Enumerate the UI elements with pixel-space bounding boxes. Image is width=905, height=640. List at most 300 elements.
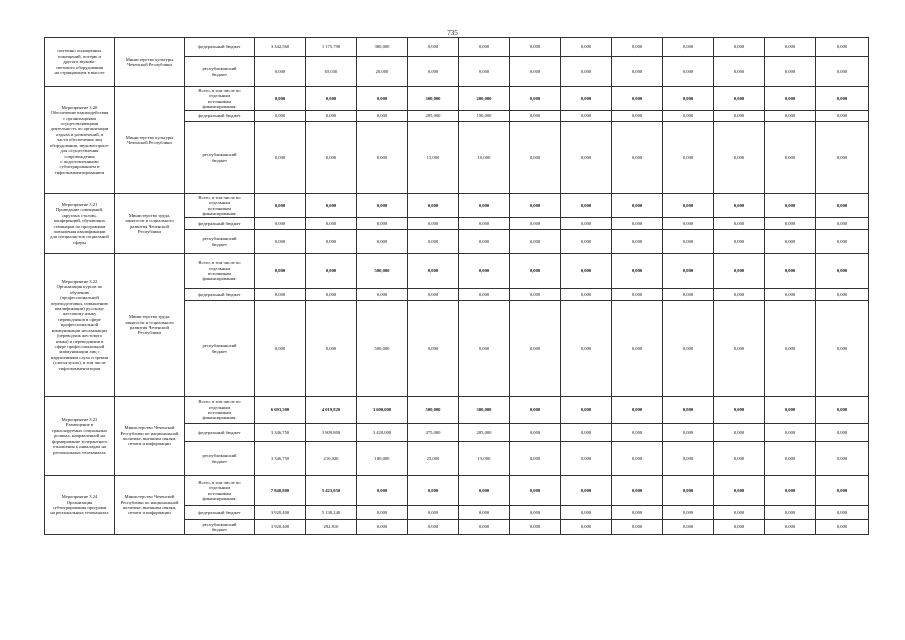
value-cell: 7 840,800: [255, 476, 306, 506]
measure-line: Проведение совещаний,: [55, 207, 104, 213]
value-cell: 0,000: [714, 442, 765, 476]
value-cell: 0,000: [714, 122, 765, 194]
value-cell: 3 920,400: [255, 506, 306, 520]
value-cell: 0,000: [816, 289, 869, 301]
measure-line: повышения квалификации: [53, 228, 106, 234]
value-cell: 300,000: [459, 397, 510, 424]
value-cell: 0,000: [357, 520, 408, 535]
value-cell: 0,000: [306, 122, 357, 194]
value-cell: 0,000: [765, 87, 816, 111]
value-cell: 210,020: [306, 442, 357, 476]
value-cell: 0,000: [816, 230, 869, 254]
value-cell: 10,000: [459, 122, 510, 194]
executor-line: Республики по национальной: [120, 430, 179, 436]
value-cell: 25,000: [408, 442, 459, 476]
measure-line: жестовому языку: [62, 311, 97, 317]
value-cell: 0,000: [357, 122, 408, 194]
value-cell: 0,000: [663, 476, 714, 506]
measure-cell: [45, 38, 115, 87]
value-cell: 0,000: [255, 218, 306, 230]
source-line: бюджет: [211, 527, 228, 532]
value-cell: 0,000: [408, 230, 459, 254]
value-cell: 0,000: [255, 194, 306, 218]
value-cell: 0,000: [714, 194, 765, 218]
value-cell: 0,000: [663, 397, 714, 424]
table-row: [45, 254, 869, 289]
value-cell: 0,000: [510, 289, 561, 301]
value-cell: 0,000: [765, 57, 816, 87]
measure-line: Размещение в: [65, 422, 94, 428]
executor-line: Чеченской Республики: [127, 140, 172, 145]
measure-line: Обеспечение взаимодействия: [50, 110, 109, 116]
measure-line: части обеспечения лиц: [57, 137, 102, 143]
value-cell: 0,000: [612, 424, 663, 442]
source-cell: [185, 111, 255, 122]
measure-line: коммуникации лиц с: [59, 349, 100, 355]
source-line: Всего, в том числе по: [198, 194, 241, 200]
measure-line: субтитрированием и: [59, 164, 100, 170]
value-cell: 0,000: [612, 397, 663, 424]
value-cell: 0,000: [510, 442, 561, 476]
value-cell: 0,000: [459, 38, 510, 57]
source-line: финансирования:: [202, 210, 237, 216]
value-cell: 0,000: [561, 520, 612, 535]
executor-cell: [115, 476, 185, 535]
value-cell: 0,000: [255, 111, 306, 122]
measure-line: Организация курсов по: [56, 284, 103, 290]
source-line: федеральный бюджет: [198, 291, 241, 297]
executor-cell: [115, 254, 185, 397]
value-cell: 0,000: [510, 57, 561, 87]
source-line: федеральный бюджет: [198, 220, 241, 226]
measure-line: деятельность по организации: [50, 126, 109, 132]
value-cell: 0,000: [765, 476, 816, 506]
value-cell: 0,000: [714, 218, 765, 230]
value-cell: 0,000: [765, 111, 816, 122]
measure-cell: [45, 397, 115, 476]
value-cell: 0,000: [663, 38, 714, 57]
value-cell: 285,000: [459, 424, 510, 442]
executor-line: Министерство труда,: [128, 212, 171, 218]
source-line: отдельным: [208, 485, 231, 491]
value-cell: 0,000: [510, 254, 561, 289]
executor-line: Министерство Чеченской: [124, 494, 175, 500]
value-cell: 0,000: [561, 38, 612, 57]
value-cell: 0,000: [306, 254, 357, 289]
value-cell: 0,000: [408, 254, 459, 289]
value-cell: 3 346,750: [255, 424, 306, 442]
value-cell: 0,000: [255, 301, 306, 397]
value-cell: 0,000: [459, 194, 510, 218]
value-cell: 0,000: [816, 218, 869, 230]
value-cell: 0,000: [612, 520, 663, 535]
value-cell: 0,000: [306, 289, 357, 301]
value-cell: 0,000: [663, 520, 714, 535]
value-cell: 0,000: [612, 87, 663, 111]
value-cell: 0,000: [612, 57, 663, 87]
value-cell: 0,000: [663, 506, 714, 520]
value-cell: 0,000: [357, 111, 408, 122]
value-cell: 0,000: [663, 218, 714, 230]
value-cell: 0,000: [714, 397, 765, 424]
source-line: источникам: [208, 205, 231, 211]
value-cell: 0,000: [459, 506, 510, 520]
source-line: источникам: [208, 98, 231, 104]
value-cell: 0,000: [816, 506, 869, 520]
value-cell: 3 809,800: [306, 424, 357, 442]
source-line: финансирования:: [202, 276, 237, 282]
measure-line: конференций, обучающих: [53, 218, 106, 224]
value-cell: 0,000: [510, 87, 561, 111]
value-cell: 0,000: [816, 254, 869, 289]
measure-line: переводчиков в сфере: [58, 316, 101, 322]
source-cell: [185, 87, 255, 111]
source-line: Всего, в том числе по: [198, 399, 241, 405]
measure-cell: [45, 476, 115, 535]
source-cell: [185, 442, 255, 476]
value-cell: 20,000: [357, 57, 408, 87]
value-cell: 0,000: [816, 57, 869, 87]
value-cell: 0,000: [612, 289, 663, 301]
value-cell: 500,000: [408, 397, 459, 424]
value-cell: 1 175,790: [306, 38, 357, 57]
value-cell: 300,000: [408, 87, 459, 111]
source-line: источникам: [208, 490, 231, 496]
value-cell: 0,000: [357, 230, 408, 254]
value-cell: 0,000: [561, 397, 612, 424]
value-cell: 0,000: [561, 218, 612, 230]
value-cell: 0,000: [612, 442, 663, 476]
value-cell: 0,000: [663, 87, 714, 111]
source-line: отдельным: [208, 404, 231, 410]
value-cell: 0,000: [765, 442, 816, 476]
measure-line: светового оборудования: [55, 64, 104, 70]
value-cell: 0,000: [561, 301, 612, 397]
value-cell: 285,000: [408, 111, 459, 122]
value-cell: 0,000: [714, 301, 765, 397]
value-cell: 65,030: [306, 57, 357, 87]
table-row: [45, 38, 869, 57]
measure-line: профессиональной: [60, 322, 99, 328]
source-cell: [185, 520, 255, 535]
value-cell: 0,000: [612, 506, 663, 520]
value-cell: 0,000: [357, 87, 408, 111]
source-cell: [185, 254, 255, 289]
value-cell: 0,000: [663, 57, 714, 87]
measure-line: Организация: [66, 499, 93, 505]
source-line: республиканский: [202, 343, 237, 349]
value-cell: 0,000: [714, 254, 765, 289]
value-cell: 0,000: [663, 111, 714, 122]
value-cell: 0,000: [306, 301, 357, 397]
value-cell: 0,000: [306, 194, 357, 218]
value-cell: 0,000: [510, 397, 561, 424]
source-line: бюджет: [211, 241, 228, 247]
value-cell: 0,000: [612, 111, 663, 122]
measure-line: Мероприятие 3.23: [61, 417, 98, 423]
value-cell: 0,000: [255, 254, 306, 289]
value-cell: 0,000: [714, 520, 765, 535]
value-cell: 0,000: [663, 122, 714, 194]
measure-line: роликах, направленной на: [53, 433, 106, 439]
value-cell: 0,000: [663, 230, 714, 254]
value-cell: 0,000: [816, 122, 869, 194]
value-cell: 0,000: [612, 301, 663, 397]
measure-line: оборудования, звуковоспроиз-: [49, 142, 110, 148]
value-cell: 0,000: [306, 111, 357, 122]
value-cell: 0,000: [561, 424, 612, 442]
value-cell: 0,000: [459, 57, 510, 87]
value-cell: 0,000: [816, 301, 869, 397]
value-cell: 0,000: [765, 194, 816, 218]
source-cell: [185, 230, 255, 254]
value-cell: 0,000: [357, 506, 408, 520]
measure-line: Мероприятие 3.21: [61, 201, 98, 207]
value-cell: 0,000: [612, 122, 663, 194]
measure-line: Мероприятие 3.20: [61, 104, 98, 110]
executor-line: Республики по национальной: [120, 499, 179, 505]
value-cell: 5 423,050: [306, 476, 357, 506]
measure-line: Мероприятие 3.22: [61, 279, 98, 285]
executor-line: Республики: [137, 330, 162, 336]
value-cell: 0,000: [459, 301, 510, 397]
value-cell: 0,000: [408, 476, 459, 506]
source-cell: [185, 476, 255, 506]
value-cell: 0,000: [510, 122, 561, 194]
source-cell: [185, 424, 255, 442]
value-cell: 0,000: [459, 520, 510, 535]
source-line: отдельным: [208, 265, 231, 271]
value-cell: 3 600,000: [357, 397, 408, 424]
measure-line: для специалистов социальной: [50, 234, 109, 240]
source-cell: [185, 289, 255, 301]
executor-line: печати и информации: [128, 441, 171, 447]
source-line: Всего, в том числе по: [198, 87, 241, 93]
value-cell: 0,000: [459, 218, 510, 230]
value-cell: 0,000: [510, 111, 561, 122]
value-cell: 0,000: [306, 230, 357, 254]
value-cell: 0,000: [816, 111, 869, 122]
value-cell: 0,000: [408, 520, 459, 535]
value-cell: 0,000: [306, 218, 357, 230]
table-row: [45, 476, 869, 506]
value-cell: 0,000: [765, 520, 816, 535]
measure-line: квалификации) русскому: [55, 306, 104, 312]
value-cell: 0,000: [663, 424, 714, 442]
source-line: источникам: [208, 410, 231, 415]
value-cell: 0,000: [714, 111, 765, 122]
source-line: Всего, в том числе по: [198, 479, 241, 485]
source-cell: [185, 506, 255, 520]
measure-line: тифлокомментаторов: [58, 365, 101, 371]
source-line: республиканский: [202, 521, 237, 527]
value-cell: 0,000: [816, 476, 869, 506]
value-cell: 0,000: [663, 289, 714, 301]
source-line: федеральный бюджет: [198, 509, 241, 515]
source-cell: [185, 194, 255, 218]
measure-line: с организациями: [63, 115, 96, 121]
value-cell: 0,000: [255, 87, 306, 111]
value-cell: 4 019,820: [306, 397, 357, 424]
executor-line: развития Чеченской: [129, 325, 169, 330]
value-cell: 0,000: [408, 506, 459, 520]
measure-cell: [45, 194, 115, 254]
source-line: республиканский: [202, 453, 237, 459]
value-cell: 0,000: [765, 122, 816, 194]
value-cell: 0,000: [816, 194, 869, 218]
measure-line: «круглых столов»,: [61, 212, 98, 218]
measure-line: формирование толерантного: [51, 438, 108, 444]
value-cell: 0,000: [714, 424, 765, 442]
value-cell: 0,000: [765, 424, 816, 442]
measure-line: транслируемых социальных: [51, 427, 108, 433]
value-cell: 3 920,400: [255, 520, 306, 535]
measure-line: другого звуково-: [63, 59, 96, 65]
measure-line: на стрищающем в высоте: [54, 70, 105, 76]
source-line: республиканский: [202, 66, 237, 72]
value-cell: 475,000: [408, 424, 459, 442]
value-cell: 0,000: [714, 476, 765, 506]
value-cell: 0,000: [765, 38, 816, 57]
measure-cell: [45, 254, 115, 397]
table-row: [45, 87, 869, 111]
value-cell: 0,000: [663, 194, 714, 218]
value-cell: 3 346,750: [255, 442, 306, 476]
executor-line: Министерство Чеченской: [124, 425, 175, 431]
measure-line: (профессиональной: [60, 295, 99, 301]
value-cell: 0,000: [255, 289, 306, 301]
source-line: бюджет: [211, 348, 228, 354]
measure-line: Мероприятие 3.24: [61, 494, 98, 500]
measure-line: отдыха и развлечений, в: [55, 131, 104, 137]
measure-line: (переводчик жестового: [56, 333, 103, 339]
value-cell: 0,000: [459, 289, 510, 301]
value-cell: 0,000: [510, 38, 561, 57]
executor-line: Министерство культуры: [125, 56, 174, 62]
value-cell: 0,000: [612, 476, 663, 506]
table-row: [45, 194, 869, 218]
source-line: отдельным: [208, 93, 231, 99]
source-line: финансирования:: [202, 415, 237, 421]
value-cell: 0,000: [510, 194, 561, 218]
source-cell: [185, 218, 255, 230]
value-cell: 0,000: [714, 506, 765, 520]
source-line: федеральный бюджет: [198, 113, 241, 119]
value-cell: 0,000: [408, 289, 459, 301]
value-cell: 0,000: [510, 301, 561, 397]
value-cell: 15,000: [408, 122, 459, 194]
source-cell: [185, 122, 255, 194]
measure-cell: [45, 87, 115, 194]
value-cell: 0,000: [765, 289, 816, 301]
value-cell: 0,000: [663, 301, 714, 397]
value-cell: 0,000: [663, 254, 714, 289]
value-cell: 0,000: [459, 476, 510, 506]
source-line: федеральный бюджет: [198, 429, 241, 435]
executor-line: Министерство труда,: [128, 314, 171, 320]
value-cell: 380,000: [357, 38, 408, 57]
value-cell: 0,000: [255, 230, 306, 254]
value-cell: 0,000: [612, 254, 663, 289]
value-cell: 0,000: [561, 254, 612, 289]
value-cell: 0,000: [612, 230, 663, 254]
source-line: бюджет: [211, 458, 228, 464]
executor-cell: [115, 87, 185, 194]
value-cell: 3 420,000: [357, 424, 408, 442]
value-cell: 0,000: [510, 218, 561, 230]
executor-line: политике, внешним связям,: [122, 436, 177, 441]
value-cell: 0,000: [561, 289, 612, 301]
value-cell: 0,000: [459, 230, 510, 254]
value-cell: 0,000: [816, 38, 869, 57]
executor-line: развития Чеченской: [129, 223, 169, 229]
value-cell: 0,000: [714, 87, 765, 111]
measure-line: помещений, потерю и: [58, 53, 101, 59]
value-cell: 0,000: [561, 506, 612, 520]
measure-line: языка) и переводчиков в: [55, 338, 104, 344]
value-cell: 0,000: [306, 87, 357, 111]
value-cell: 0,000: [714, 57, 765, 87]
measure-line: тифлокомментированием: [54, 169, 105, 175]
value-cell: 500,000: [357, 254, 408, 289]
source-line: республиканский: [202, 152, 237, 158]
measure-line: нарушениями слуха и зрения: [51, 354, 108, 360]
value-cell: 0,000: [408, 301, 459, 397]
executor-line: политике, внешним связям,: [122, 505, 177, 510]
value-cell: 0,000: [561, 57, 612, 87]
value-cell: 0,000: [408, 57, 459, 87]
value-cell: 0,000: [714, 230, 765, 254]
value-cell: 0,000: [459, 254, 510, 289]
value-cell: 6 693,500: [255, 397, 306, 424]
value-cell: 0,000: [357, 476, 408, 506]
value-cell: 0,000: [612, 218, 663, 230]
source-line: бюджет: [211, 157, 228, 163]
executor-line: Министерство культуры: [125, 134, 174, 140]
measure-line: сфере профессиональной: [54, 343, 105, 349]
budget-table: [44, 37, 869, 535]
measure-line: региональных телеканалах: [53, 449, 106, 455]
value-cell: 0,000: [612, 194, 663, 218]
value-cell: 0,000: [816, 397, 869, 424]
value-cell: 0,000: [561, 87, 612, 111]
value-cell: 500,000: [357, 301, 408, 397]
value-cell: 0,000: [561, 194, 612, 218]
value-cell: 0,000: [663, 442, 714, 476]
value-cell: 0,000: [255, 122, 306, 194]
value-cell: 0,000: [510, 520, 561, 535]
measure-line: осуществляющими: [60, 121, 99, 127]
value-cell: 0,000: [561, 122, 612, 194]
value-cell: 0,000: [561, 476, 612, 506]
source-cell: [185, 301, 255, 397]
executor-line: занятости и социального: [125, 319, 174, 325]
value-cell: 0,000: [357, 289, 408, 301]
source-cell: [185, 57, 255, 87]
value-cell: 0,000: [510, 476, 561, 506]
source-line: отдельным: [208, 200, 231, 206]
value-cell: 0,000: [816, 520, 869, 535]
value-cell: 0,000: [765, 506, 816, 520]
value-cell: 0,000: [765, 230, 816, 254]
value-cell: 0,000: [765, 397, 816, 424]
value-cell: 0,000: [255, 57, 306, 87]
value-cell: 15,000: [459, 442, 510, 476]
value-cell: 0,000: [714, 289, 765, 301]
value-cell: 0,000: [816, 424, 869, 442]
measure-line: на региональных телеканалах: [50, 510, 109, 516]
value-cell: 0,000: [408, 38, 459, 57]
